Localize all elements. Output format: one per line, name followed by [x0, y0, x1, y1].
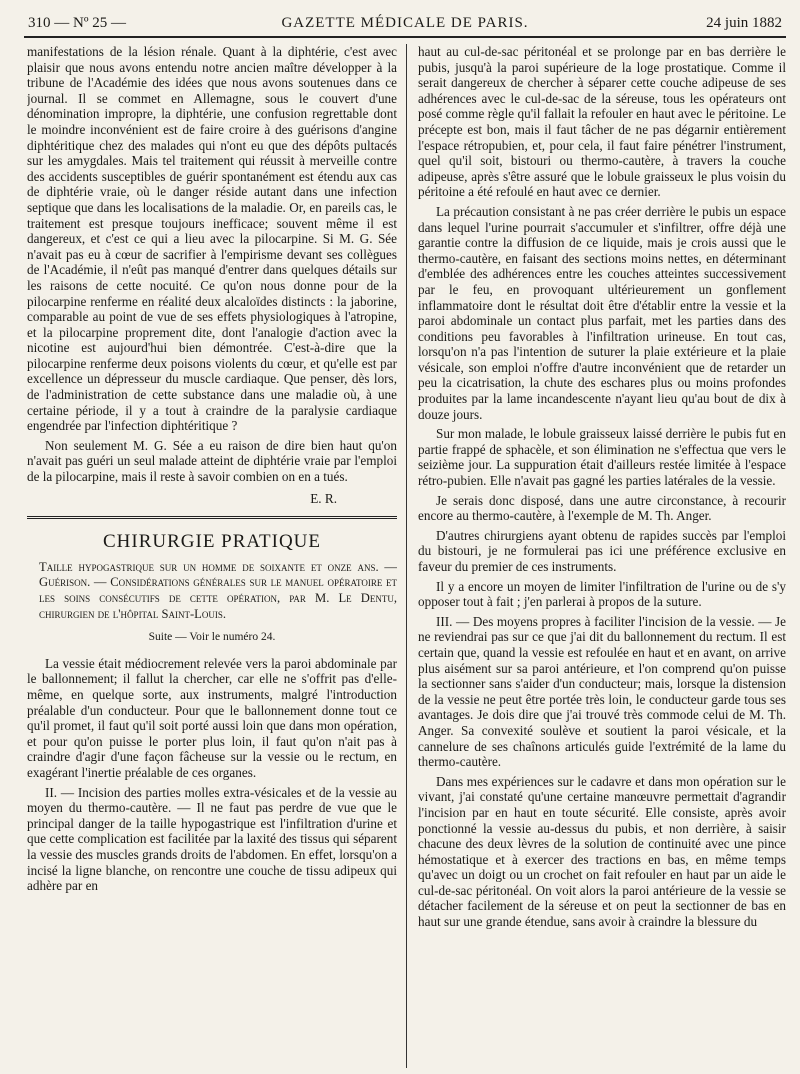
- right-column: [418, 44, 786, 1068]
- paragraph: Sur mon malade, le lobule graisseux laissé derrière le pubis fut en partie frappé de sphacèle, et son élimination ne s'effectua que vers le seizième jour. La suppuration était d'ailleurs restée limitée à l'espace rétro-pubien. Elle n'avait pas gagné les parties latérales de la vessie.: [418, 426, 786, 489]
- paragraph: Dans mes expériences sur le cadavre et dans mon opération sur le vivant, j'ai constaté qu'une certaine manœuvre permettait d'agrandir l'incision par en haut en toute sécurité. Elle consiste, après avoir ponctionné la vessie au-dessus du pubis, et non derrière, à saisir chacune des deux lèvres de la solution de continuité avec une pince hémostatique et à exercer des tractions en bas, en même temps qu'avec un doigt ou un crochet on fait refouler en haut par un aide le cul-de-sac péritonéal. On voit alors la paroi antérieure de la vessie se détacher facilement de la séreuse et on peut la sectionner de bas en haut sur une grande étendue, sans avoir à craindre la blessure du: [418, 773, 786, 930]
- paragraph: III. — Des moyens propres à faciliter l'incision de la vessie. — Je ne reviendrai pas sur ce que j'ai dit du ballonnement du rectum. Il est certain que, quand la vessie est refoulée en haut et en avant, on arrive plus aisément sur sa paroi antérieure, et l'on comprend qu'on puisse la sectionner sans s'aider d'un conducteur; mais, lorsque la distension de la vessie ne peut être portée très loin, le conducteur garde tous ses avantages. Je dois dire que j'ai trouvé très commode celui de M. Th. Anger. Sa convexité soulève et soutient la paroi vésicale, et la cannelure de ses chaînons articulés guide l'extrémité de la lame du thermo-cautère.: [418, 613, 786, 770]
- paragraph: La vessie était médiocrement relevée vers la paroi abdominale par le ballonnement; il fallut la chercher, car elle ne s'offrit pas d'elle-même, en quelque sorte, aux instruments, malgré l'introduction préalable d'un conducteur. Pour que le ballonnement donne tout ce qu'il promet, il faut qu'il soit porté aussi loin que dans mon opération, et pour qu'on puisse le porter plus loin, il faut qu'on n'ait pas à craindre d'agir d'une façon fâcheuse sur la vessie ou le rectum, en exagérant l'inertie préalable de ces organes.: [27, 655, 397, 780]
- paragraph: Je serais donc disposé, dans une autre circonstance, à recourir encore au thermo-cautère, à l'exemple de M. Th. Anger.: [418, 492, 786, 524]
- continuation-note: Suite — Voir le numéro 24.: [148, 631, 276, 644]
- article-subheading: Taille hypogastrique sur un homme de soixante et onze ans. — Guérison. — Considérations générales sur le manuel opératoire et les soins consécutifs de cette opération, par M. Le Dentu, chirurgien de l'hôpital Saint-Louis.: [39, 559, 397, 621]
- issue-date: 24 juin 1882: [706, 15, 782, 31]
- left-column: [27, 44, 397, 1068]
- paragraph: haut au cul-de-sac péritonéal et se prolonge par en bas derrière le pubis, jusqu'à la paroi supérieure de la loge prostatique. Comme il serait dangereux de chercher à séparer cette couche adipeuse de ses adhérences avec le cul-de-sac de la séreuse, tous les opérateurs ont posé comme règle qu'il fallait la refouler en haut avec le péritoine. Le précepte est bon, mais il faut tâcher de ne pas dégarnir entièrement l'espace rétropubien, et, pour cela, il faut faire pénétrer l'instrument, quel qu'il soit, bistouri ou thermo-cautère, à travers la couche adipeuse, après s'être assuré que le lobule graisseux le plus voisin du péritoine a été refoulé en haut avec ce dernier.: [418, 44, 786, 200]
- section-title: CHIRURGIE PRATIQUE: [102, 531, 322, 553]
- section-divider: [27, 516, 397, 522]
- paragraph: manifestations de la lésion rénale. Quant à la diphtérie, c'est avec plaisir que nous avons entendu notre ancien maître développer à la tribune de l'Académie des idées que nous avons soutenues dans ce journal. Il se commet en Allemagne, sous le couvert d'une dénomination impropre, la diphtérie, une confusion regrettable dont le moindre inconvénient est de faire croire à des guérisons d'angine diphtéritique chez des malades qui n'ont eu que des dépôts pultacés sur les amygdales. Mais tel traitement qui réussit à merveille contre des accidents susceptibles de guérir spontanément est étendu aux cas de diphtérie vraie, où le danger réside autant dans une infection septique que dans les localisations de la maladie. Or, en pareils cas, le traitement est presque toujours inefficace; souvent même il est dangereux, et c'est ce qui a lieu avec la pilocarpine. Si M. G. Sée n'avait pas eu à cœur de sacrifier à l'empirisme devant ses collègues de l'Académie, il n'eût pas manqué d'entrer dans quelques détails sur les raisons de cette nocuité. Ce qu'on nous donne pour de la pilocarpine renferme en réalité deux alcaloïdes distincts : la jaborine, comparable au point de vue de ses effets physiologiques à l'atropine, et la pilocarpine proprement dite, dont l'analogie d'action avec la nicotine est aujourd'hui bien démontrée. C'est-à-dire que la pilocarpine renferme deux poisons violents du cœur, et qu'elle est par excellence un dépresseur du muscle cardiaque. Que penser, dès lors, de l'administration de cette substance dans une maladie où, à une certaine période, il y a tout à craindre de la paralysie cardiaque engendrée par l'infection diphtéritique ?: [27, 44, 397, 434]
- paragraph: Non seulement M. G. Sée a eu raison de dire bien haut qu'on n'avait pas guéri un seul malade atteint de diphtérie vraie par l'emploi de la pilocarpine, mais il reste à savoir combien on en a tués.: [27, 437, 397, 485]
- paragraph: Il y a encore un moyen de limiter l'infiltration de l'urine ou de s'y opposer tout à fait ; j'en parlerai à propos de la suture.: [418, 578, 786, 610]
- paragraph: II. — Incision des parties molles extra-vésicales et de la vessie au moyen du thermo-cautère. — Il ne faut pas perdre de vue que le principal danger de la taille hypogastrique est l'infiltration d'urine et que cette complication est facilitée par la laxité des tissus qui séparent la vessie des muscles grands droits de l'abdomen. En effet, lorsqu'on a incisé la ligne blanche, on rencontre une couche de tissu adipeux qui adhère par en: [27, 784, 397, 894]
- paragraph: D'autres chirurgiens ayant obtenu de rapides succès par l'emploi du bistouri, je ne formulerai pas ici une préférence exclusive en faveur du premier de ces instruments.: [418, 527, 786, 574]
- column-divider: [406, 44, 407, 1068]
- author-signature: E. R.: [310, 490, 337, 506]
- paragraph: La précaution consistant à ne pas créer derrière le pubis un espace dans lequel l'urine pourrait s'accumuler et s'infiltrer, offre déjà une garantie contre la diffusion de ce liquide, mais je crois aussi que le thermo-cautère, en faisant des sections moins nettes, en déterminant d'emblée des adhérences entre les couches atteintes successivement par le feu, en provoquant ultérieurement un gonflement inflammatoire dont le résultat doit être d'établir entre la vessie et la paroi abdominale un contact plus parfait, met les parties dans des conditions peu favorables à l'infiltration urineuse. En tout cas, lorsqu'on n'a pas l'intention de suturer la plaie extérieure et la plaie vésicale, son emploi n'offre d'autre inconvénient que de retarder un peu la cicatrisation, la chute des eschares plus ou moins profondes produites par la lame incandescente n'ayant lieu qu'au bout de dix à douze jours.: [418, 203, 786, 422]
- page-number: 310 — Nº 25 —: [28, 15, 126, 31]
- running-header: [24, 12, 786, 38]
- journal-title: GAZETTE MÉDICALE DE PARIS.: [281, 15, 529, 31]
